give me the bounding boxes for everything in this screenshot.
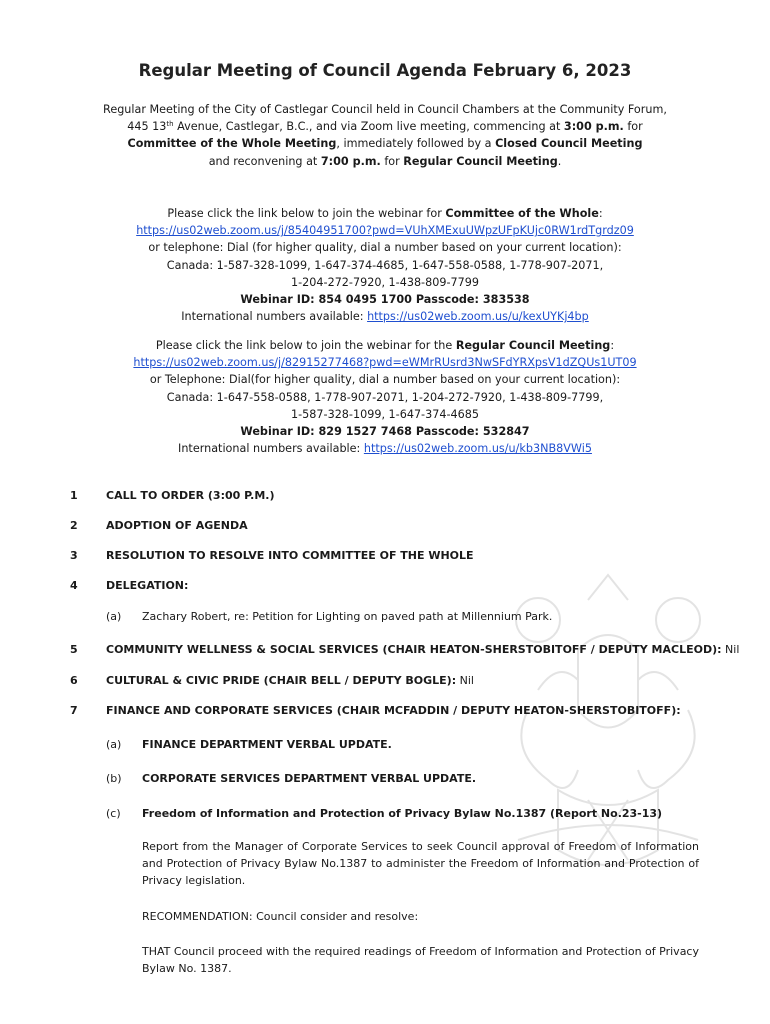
intro-for-2: for [380, 154, 404, 168]
agenda-item-heading: ADOPTION OF AGENDA [106, 519, 248, 532]
webinar-cow-intl-link[interactable]: https://us02web.zoom.us/u/kexUYKj4bp [367, 310, 589, 324]
intro-line-2 [90, 118, 680, 135]
webinar-regular-name: Regular Council Meeting [455, 339, 611, 352]
intro-line-4 [90, 153, 680, 170]
agenda-item-heading: RESOLUTION TO RESOLVE INTO COMMITTEE OF THE WHOLE [106, 549, 474, 562]
intro-reconvene-time: 7:00 p.m. [320, 154, 381, 168]
intro-period: . [557, 154, 562, 168]
agenda-item-heading [106, 674, 474, 687]
subitem-letter: (a) [106, 610, 122, 623]
agenda-item-number: 3 [70, 549, 78, 562]
webinar-regular-heading-text: Please click the link below to join the webinar for the [155, 339, 456, 352]
recommendation-paragraph: RECOMMENDATION: Council consider and resolve: [142, 910, 419, 923]
intro-for: for [623, 120, 643, 134]
intro-cow-meeting: Committee of the Whole Meeting [127, 137, 337, 151]
webinar-cow-international [90, 308, 680, 325]
agenda-item-number: 5 [70, 643, 78, 656]
webinar-regular-heading [90, 337, 680, 354]
intro-line-3 [90, 135, 680, 152]
webinar-cow-block [90, 205, 680, 325]
subitem-text: Freedom of Information and Protection of Privacy Bylaw No.1387 (Report No.23-13) [142, 807, 663, 820]
webinar-cow-colon: : [598, 207, 603, 220]
webinar-regular-intl-link[interactable]: https://us02web.zoom.us/u/kb3NB8VWi5 [363, 442, 592, 456]
subitem-letter: (a) [106, 738, 122, 751]
intro-closed-meeting: Closed Council Meeting [495, 137, 643, 151]
agenda-item-heading-text: CULTURAL & CIVIC PRIDE (CHAIR BELL / DEPUTY BOGLE): [106, 674, 457, 687]
agenda-item-nil: Nil [721, 643, 740, 656]
subitem-letter: (c) [106, 807, 121, 820]
meeting-intro [90, 101, 680, 170]
agenda-item-number: 2 [70, 519, 78, 532]
webinar-regular-canada-2: 1-587-328-1099, 1-647-374-4685 [291, 407, 479, 421]
agenda-item-number: 7 [70, 704, 78, 717]
agenda-item-nil: Nil [456, 674, 474, 687]
subitem-text: FINANCE DEPARTMENT VERBAL UPDATE. [142, 738, 392, 751]
webinar-cow-heading-text: Please click the link below to join the webinar for [167, 207, 446, 220]
subitem-text: CORPORATE SERVICES DEPARTMENT VERBAL UPDATE. [142, 772, 477, 785]
agenda-item-heading: CALL TO ORDER (3:00 P.M.) [106, 489, 275, 502]
subitem-text: Zachary Robert, re: Petition for Lighting on paved path at Millennium Park. [142, 610, 553, 623]
webinar-regular-block [90, 337, 680, 457]
intro-regular-meeting: Regular Council Meeting [403, 154, 558, 168]
webinar-regular-colon: : [610, 339, 615, 352]
webinar-regular-canada-1: Canada: 1-647-558-0588, 1-778-907-2071, 1-204-272-7920, 1-438-809-7799, [166, 390, 604, 404]
webinar-cow-intl-label: International numbers available: [181, 310, 368, 324]
intro-start-time: 3:00 p.m. [563, 120, 624, 134]
page-title: Regular Meeting of Council Agenda February 6, 2023 [138, 61, 632, 80]
webinar-regular-telephone: or Telephone: Dial(for higher quality, dial a number based on your current location): [149, 373, 621, 387]
intro-line-1: Regular Meeting of the City of Castlegar Council held in Council Chambers at the Community Forum, [103, 103, 667, 116]
webinar-regular-international [90, 440, 680, 457]
webinar-cow-link[interactable]: https://us02web.zoom.us/j/85404951700?pwd=VUhXMExuUWpzUFpKUjc0RW1rdTgrdz09 [136, 224, 634, 238]
intro-address: 445 13 [127, 120, 167, 134]
webinar-cow-canada-1: Canada: 1-587-328-1099, 1-647-374-4685, 1-647-558-0588, 1-778-907-2071, [166, 258, 604, 272]
report-paragraph: Report from the Manager of Corporate Services to seek Council approval of Freedom of Information and Protection of Privacy Bylaw No.1387 to administer the Freedom of Information and Protection of Privacy legislation. [142, 840, 699, 888]
intro-reconvening: and reconvening at [208, 154, 321, 168]
agenda-item-heading: FINANCE AND CORPORATE SERVICES (CHAIR MCFADDIN / DEPUTY HEATON-SHERSTOBITOFF): [106, 704, 681, 717]
resolution-paragraph: THAT Council proceed with the required readings of Freedom of Information and Protection of Privacy Bylaw No. 1387. [142, 945, 699, 976]
agenda-item-number: 4 [70, 579, 78, 592]
intro-location: Avenue, Castlegar, B.C., and via Zoom live meeting, commencing at [173, 120, 564, 134]
webinar-cow-canada-2: 1-204-272-7920, 1-438-809-7799 [291, 275, 479, 289]
webinar-cow-heading [90, 205, 680, 222]
intro-address-sup: th [166, 120, 174, 129]
webinar-regular-link[interactable]: https://us02web.zoom.us/j/82915277468?pwd=eWMrRUsrd3NwSFdYRXpsV1dZQUs1UT09 [133, 356, 637, 370]
webinar-cow-ids: Webinar ID: 854 0495 1700 Passcode: 383538 [240, 293, 530, 307]
agenda-item-heading [106, 643, 739, 656]
webinar-cow-telephone: or telephone: Dial (for higher quality, dial a number based on your current location): [148, 241, 622, 255]
agenda-item-heading: DELEGATION: [106, 579, 189, 592]
webinar-cow-name: Committee of the Whole [445, 207, 599, 220]
webinar-regular-ids: Webinar ID: 829 1527 7468 Passcode: 532847 [240, 425, 530, 439]
agenda-item-number: 1 [70, 489, 78, 502]
agenda-item-number: 6 [70, 674, 78, 687]
webinar-regular-intl-label: International numbers available: [178, 442, 364, 456]
agenda-item-heading-text: COMMUNITY WELLNESS & SOCIAL SERVICES (CHAIR HEATON-SHERSTOBITOFF / DEPUTY MACLEOD): [106, 643, 722, 656]
intro-followed: , immediately followed by a [336, 137, 496, 151]
subitem-letter: (b) [106, 772, 122, 785]
